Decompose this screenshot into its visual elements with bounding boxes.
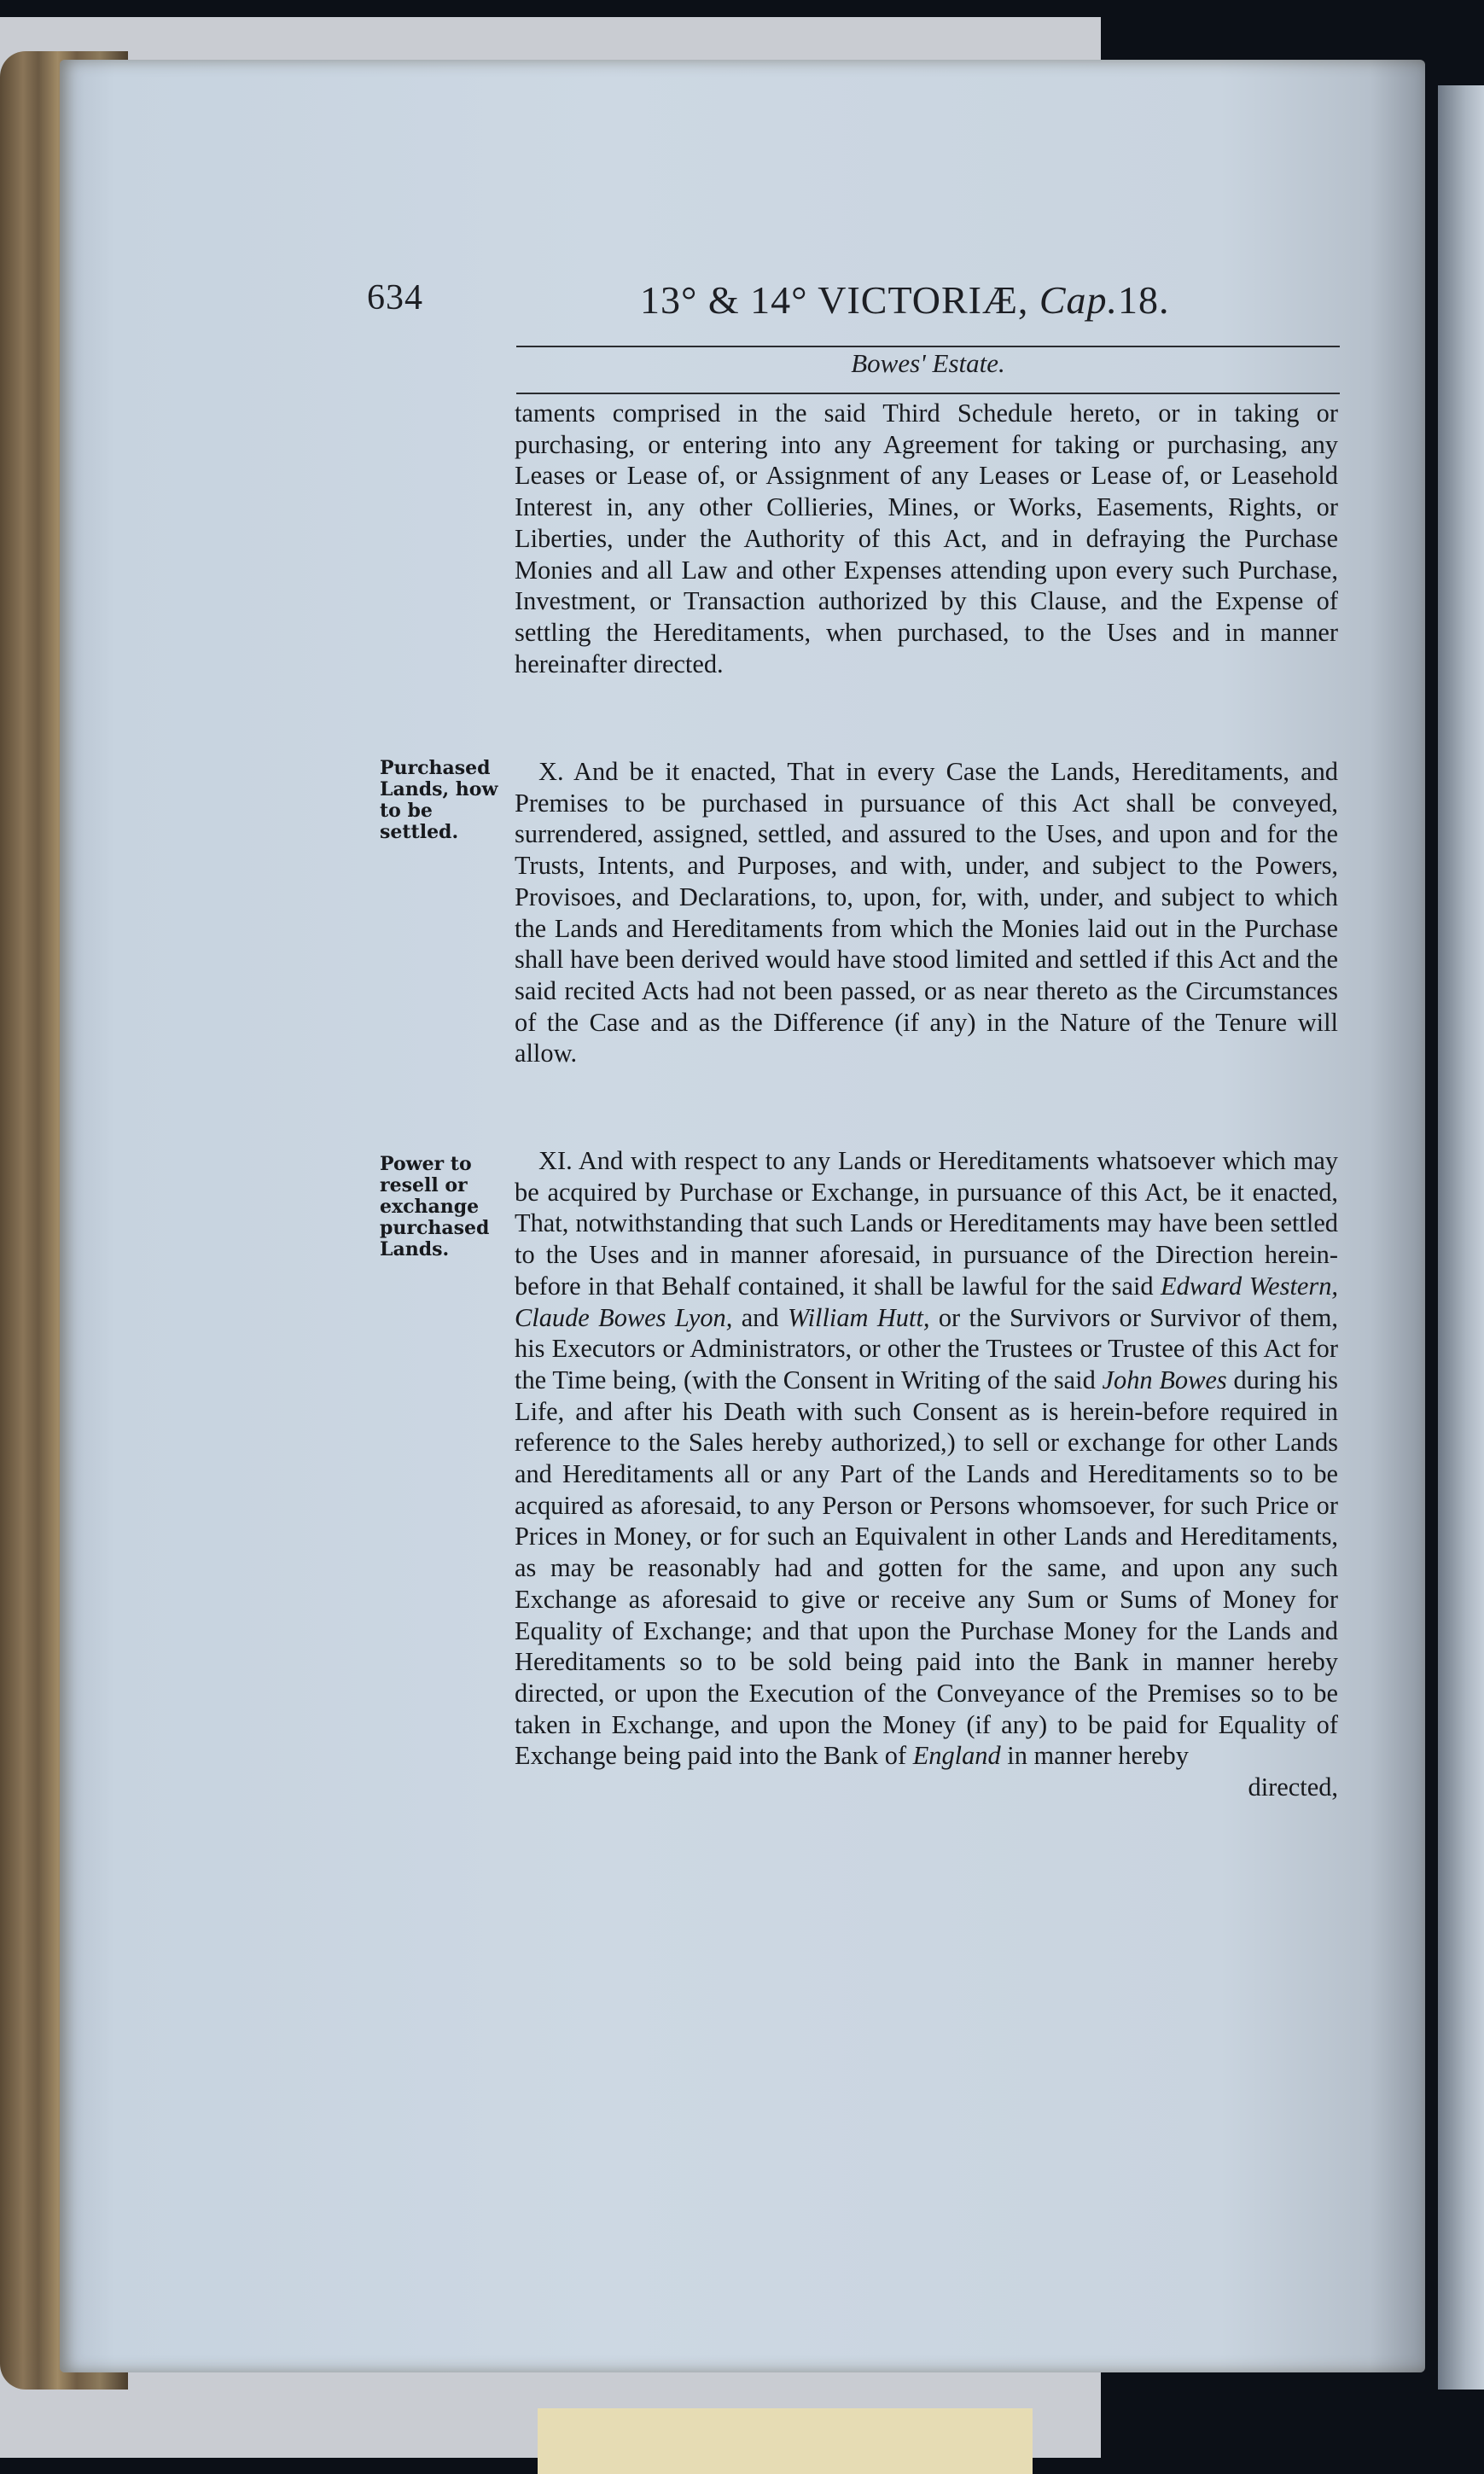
- title-main: 13° & 14° VICTORIÆ,: [640, 278, 1029, 322]
- name-western-lyon: Edward Western, Claude Bowes Lyon,: [515, 1271, 1339, 1332]
- subtitle: Bowes' Estate.: [851, 348, 1005, 378]
- section-xi: [515, 1145, 1338, 1803]
- margin-note-section-xi: Power to resell or exchange purchased Lands.: [380, 1153, 490, 1260]
- section-xi-text-5: in manner hereby: [1000, 1741, 1189, 1771]
- title-cap-number: 18.: [1118, 278, 1170, 322]
- name-england: England: [912, 1741, 1001, 1771]
- catchword: directed,: [1248, 1773, 1338, 1802]
- header-rule-bottom: [516, 393, 1340, 394]
- running-head: [367, 277, 1340, 329]
- section-xi-text-1: XI. And with respect to any Lands or Hereditaments whatsoever which may be acquired by Purchase or Exchange, in pursuance of this Act, be it enacted, That, notwithstanding that such Lands or Hereditaments may have been settled to the Uses and in manner aforesaid, in pursuance of the Direction herein-before in that Behalf contained, it shall be lawful for the said: [515, 1146, 1338, 1301]
- paper-tab: [538, 2408, 1033, 2474]
- section-x-text: X. And be it enacted, That in every Case the Lands, Hereditaments, and Premises to be purchased in pursuance of this Act shall be conveyed, surrendered, assigned, settled, and assured to the Uses, and upon and for the Trusts, Intents, and Purposes, and with, under, and subject to the Powers, Provisoes, and Declarations, to, upon, for, with, under, and subject to which the Lands and Hereditaments from which the Monies laid out in the Purchase shall have been derived would have stood limited and settled if this Act and the said recited Acts had not been passed, or as near thereto as the Circumstances of the Case and as the Difference (if any) in the Nature of the Tenure will allow.: [515, 757, 1338, 1068]
- name-hutt: William Hutt,: [787, 1302, 930, 1332]
- facing-page-edge: [1438, 85, 1484, 2390]
- running-title: [640, 277, 1280, 323]
- section-xi-text: [515, 1145, 1338, 1772]
- section-xi-text-4: during his Life, and after his Death with such Consent as is herein-before required in reference to the Sales hereby authorized,) to sell or exchange for other Lands and Hereditaments all or any Part of the Lands and Hereditaments so to be acquired as aforesaid, to any Person or Persons whomsoever, for such Price or Prices in Money, or for such an Equivalent in other Lands and Hereditaments, as may be reasonably had and gotten for the same, and upon any such Exchange as aforesaid to give or receive any Sum or Sums of Money for Equality of Exchange; and that upon the Purchase Money for the Lands and Hereditaments so to be sold being paid into the Bank in manner hereby directed, or upon the Execution of the Conveyance of the Premises so to be taken in Exchange, and upon the Money (if any) to be paid for Equality of Exchange being paid into the Bank of: [515, 1365, 1338, 1771]
- continuation-paragraph: [515, 398, 1338, 679]
- page-number: 634: [367, 278, 423, 317]
- section-x: [515, 756, 1338, 1069]
- section-xi-text-2: and: [732, 1302, 788, 1332]
- margin-note-section-x: Purchased Lands, how to be settled.: [380, 757, 498, 843]
- section-xi-text-3: or the Survivors or Survivor of them, his Executors or Administrators, or other the Trustees or Trustee of this Act for the Time being, (with the Consent in Writing of the said: [515, 1302, 1338, 1394]
- header-rule-top: [516, 346, 1340, 347]
- title-cap: Cap.: [1039, 278, 1119, 322]
- continuation-text: taments comprised in the said Third Schedule hereto, or in taking or purchasing, or entering into any Agreement for taking or purchasing, any Leases or Lease of, or Assignment of any Leases or Lease of, or Leasehold Interest in, any other Collieries, Mines, or Works, Easements, Rights, or Liberties, under the Authority of this Act, and in defraying the Purchase Monies and all Law and other Expenses attending upon every such Purchase, Investment, or Transaction authorized by this Clause, and the Expense of settling the Hereditaments, when purchased, to the Uses and in manner hereinafter directed.: [515, 399, 1338, 678]
- name-bowes: John Bowes: [1102, 1365, 1227, 1394]
